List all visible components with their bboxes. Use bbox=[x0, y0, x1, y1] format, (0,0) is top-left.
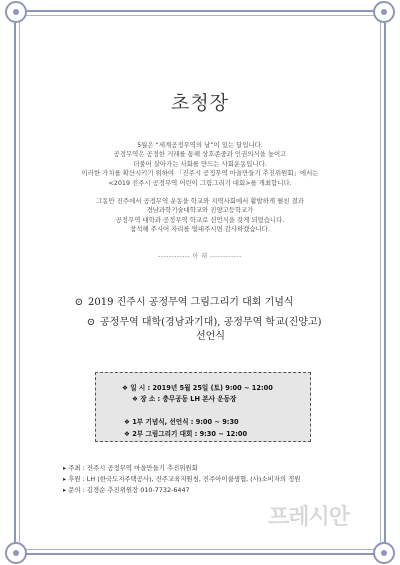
schedule-place: ❖ 장 소 : 충무공동 LH 본사 운동장 bbox=[132, 395, 237, 403]
corner-ornament-bottom-right bbox=[373, 542, 395, 564]
intro-line: 이러한 가치를 확산시키기 위하여 「진주시 공정무역 마을만들기 추진위원회」에서는 bbox=[81, 169, 319, 178]
footer-host: ▸ 주최 : 진주시 공정무역 마을만들기 추진위원회 bbox=[63, 464, 198, 472]
event-item-continuation: 선언식 bbox=[196, 331, 225, 342]
intro-line: 5월은 “세계공정무역의 날”이 있는 달입니다. bbox=[137, 141, 263, 149]
footer-contact: ▸ 문의 : 김경순 추진위원장 010-7732-6447 bbox=[63, 486, 190, 494]
intro-line: 공정무역 대학과 공정무역 학교로 선언식을 갖게 되었습니다. bbox=[115, 215, 285, 224]
schedule-part-2: ❖ 2부 그림그리기 대회 : 9:30 ~ 12:00 bbox=[124, 430, 248, 438]
footer-sponsor: ▸ 후원 : LH (한국도지주택공사), 진주교육지원청, 진주아이쿱생협, (사)소비자의 정원 bbox=[63, 475, 301, 483]
event-item bbox=[70, 296, 360, 310]
intro-line: <2019 진주시 공정무역 어린이 그림그리기 대회>를 개최합니다. bbox=[108, 178, 292, 187]
event-item bbox=[82, 316, 360, 330]
intro-line: 참석해 주시어 자리를 빛내주시면 감사하겠습니다. bbox=[130, 225, 270, 234]
intro-line: 경남과학기술대학교와 진양고등학교가 bbox=[146, 206, 254, 215]
bullet-icon: ⊙ bbox=[74, 297, 84, 308]
corner-ornament-top-left bbox=[5, 1, 27, 23]
intro-line: 공정무역은 공정한 거래를 통해 상호존중과 인권의식을 높이고 bbox=[113, 150, 287, 159]
corner-ornament-top-right bbox=[373, 1, 395, 23]
intro-text bbox=[40, 141, 360, 235]
intro-line: 더불어 살아가는 사회를 만드는 사회운동입니다. bbox=[133, 159, 267, 168]
invitation-title: 초청장 bbox=[170, 92, 230, 114]
watermark-logo: 프레시안 bbox=[268, 505, 350, 530]
schedule-box bbox=[95, 372, 311, 442]
event-item-label: 공정무역 대학(경남과기대), 공정무역 학교(진양고) bbox=[100, 317, 322, 328]
event-list bbox=[70, 296, 360, 344]
schedule-part-1: ❖ 1부 기념식, 선언식 : 9:00 ~ 9:30 bbox=[124, 418, 239, 426]
event-item-label: 2019 진주시 공정무역 그림그리기 대회 기념식 bbox=[88, 297, 294, 308]
bullet-icon: ⊙ bbox=[86, 317, 96, 328]
intro-line: 그동안 진주에서 공정무역 운동을 학교와 지역사회에서 활발하게 펼친 결과 bbox=[96, 197, 304, 206]
section-divider: ------------ 아 래 ------------ bbox=[158, 253, 242, 260]
schedule-date: ❖ 일 시 : 2019년 5월 25일 (토) 9:00 ~ 12:00 bbox=[122, 384, 273, 392]
footer-info bbox=[63, 463, 383, 496]
corner-ornament-bottom-left bbox=[5, 542, 27, 564]
